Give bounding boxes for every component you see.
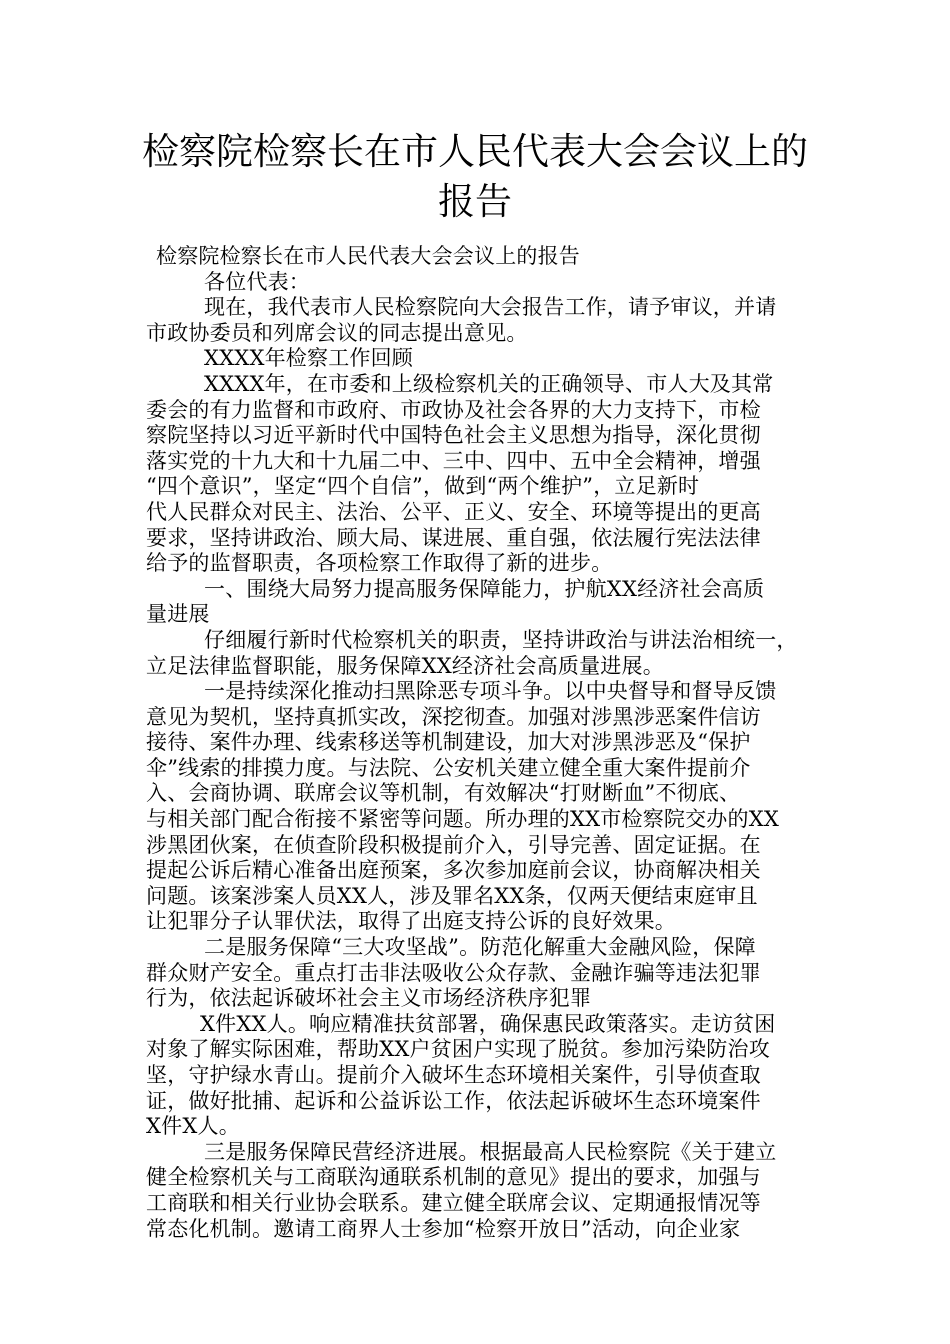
paragraph-line: 群众财产安全。重点打击非法吸收公众存款、金融诈骗等违法犯罪 (146, 960, 761, 985)
paragraph-line: 工商联和相关行业协会联系。建立健全联席会议、定期通报情况等 (146, 1190, 761, 1215)
paragraph-line: 证，做好批捕、起诉和公益诉讼工作，依法起诉破坏生态环境案件 (146, 1088, 761, 1113)
paragraph-line: 一是持续深化推动扫黑除恶专项斗争。以中央督导和督导反馈 (204, 679, 777, 704)
paragraph-line: 坚，守护绿水青山。提前介入破坏生态环境相关案件，引导侦查取 (146, 1063, 761, 1087)
subtitle-line: 检察院检察长在市人民代表大会会议上的报告 (156, 244, 580, 268)
paragraph-line: 意见为契机，坚持真抓实改，深挖彻查。加强对涉黑涉恶案件信访 (146, 704, 761, 729)
section-heading-line: XXXX年检察工作回顾 (204, 346, 414, 371)
document-title-line-1: 检察院检察长在市人民代表大会会议上的 (142, 130, 808, 173)
paragraph-line: 察院坚持以习近平新时代中国特色社会主义思想为指导，深化贯彻 (146, 423, 761, 448)
paragraph-line: 三是服务保障民营经济进展。根据最高人民检察院《关于建立 (204, 1139, 777, 1164)
paragraph-line: 落实党的十九大和十九届二中、三中、四中、五中全会精神，增强 (146, 448, 761, 473)
paragraph-line: 仔细履行新时代检察机关的职责，坚持讲政治与讲法治相统一， (204, 627, 798, 652)
paragraph-line: 问题。该案涉案人员XX人，涉及罪名XX条，仅两天便结束庭审且 (146, 883, 758, 908)
paragraph-line: 健全检察机关与工商联沟通联系机制的意见》提出的要求，加强与 (146, 1165, 761, 1190)
paragraph-line: 现在，我代表市人民检察院向大会报告工作，请予审议，并请 (204, 295, 777, 320)
paragraph-line: 入、会商协调、联席会议等机制，有效解决“打财断血”不彻底、 (146, 781, 741, 806)
paragraph-line: XXXX年，在市委和上级检察机关的正确领导、市人大及其常 (204, 371, 774, 396)
paragraph-line: 常态化机制。邀请工商界人士参加“检察开放日”活动，向企业家 (146, 1216, 741, 1241)
paragraph-line: “四个意识”，坚定“四个自信”，做到“两个维护”，立足新时 (146, 474, 700, 499)
paragraph-line: 立足法律监督职能，服务保障XX经济社会高质量进展。 (146, 653, 664, 678)
paragraph-line: 市政协委员和列席会议的同志提出意见。 (146, 320, 528, 345)
paragraph-line: 代人民群众对民主、法治、公平、正义、安全、环境等提出的更高 (146, 499, 761, 524)
paragraph-line: 行为，依法起诉破坏社会主义市场经济秩序犯罪 (146, 986, 592, 1011)
paragraph-line: 接待、案件办理、线索移送等机制建设，加大对涉黑涉恶及“保护 (146, 730, 751, 755)
paragraph-line: 伞”线索的排摸力度。与法院、公安机关建立健全重大案件提前介 (146, 755, 751, 780)
paragraph-line: 给予的监督职责，各项检察工作取得了新的进步。 (146, 551, 613, 576)
paragraph-line: 提起公诉后精心准备出庭预案，多次参加庭前会议，协商解决相关 (146, 858, 761, 883)
paragraph-line: 二是服务保障“三大攻坚战”。防范化解重大金融风险，保障 (204, 935, 756, 960)
paragraph-line: 要求，坚持讲政治、顾大局、谋进展、重自强，依法履行宪法法律 (146, 525, 761, 550)
paragraph-line: 对象了解实际困难，帮助XX户贫困户实现了脱贫。参加污染防治攻 (146, 1037, 770, 1062)
paragraph-line: 涉黑团伙案，在侦查阶段积极提前介入，引导完善、固定证据。在 (146, 832, 761, 857)
paragraph-line: X件XX人。响应精准扶贫部署，确保惠民政策落实。走访贫困 (200, 1011, 776, 1036)
paragraph-line: 委会的有力监督和市政府、市政协及社会各界的大力支持下，市检 (146, 397, 761, 422)
section-heading-line: 量进展 (146, 602, 210, 627)
paragraph-line: X件X人。 (146, 1114, 240, 1139)
salutation-line: 各位代表： (204, 269, 310, 294)
document-title-line-2: 报告 (438, 180, 512, 223)
document-body (146, 244, 810, 1242)
paragraph-line: 与相关部门配合衔接不紧密等问题。所办理的XX市检察院交办的XX (146, 807, 779, 832)
paragraph-line: 让犯罪分子认罪伏法，取得了出庭支持公诉的良好效果。 (146, 909, 676, 934)
section-heading-line: 一、围绕大局努力提高服务保障能力，护航XX经济社会高质 (204, 576, 765, 601)
